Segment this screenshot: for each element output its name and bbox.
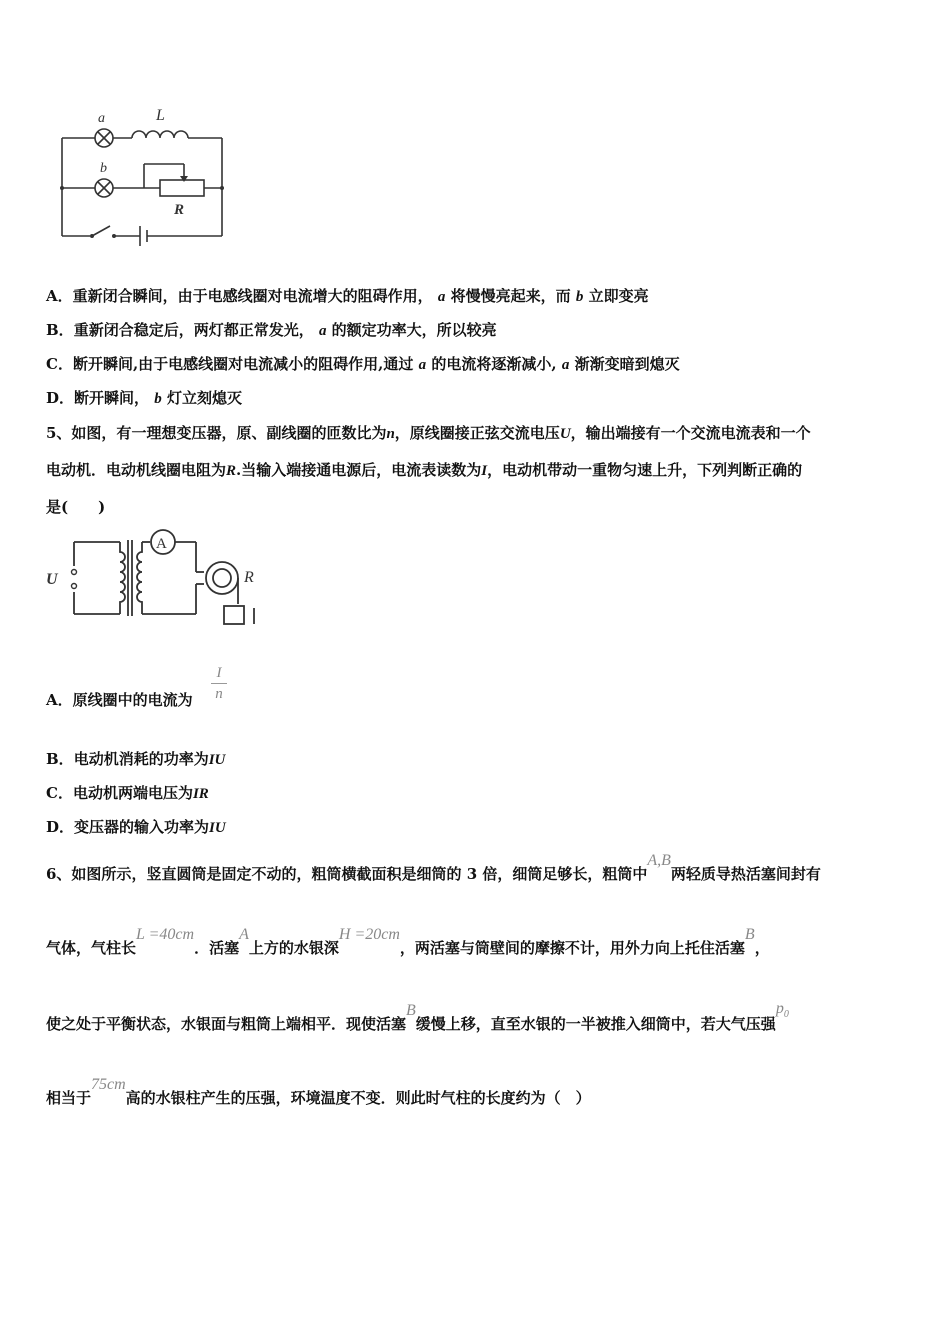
q4-option-d: D．断开瞬间， b 灯立刻熄灭 (46, 389, 243, 407)
q4-option-a: A．重新闭合瞬间，由于电感线圈对电流增大的阻碍作用， a 将慢慢亮起来，而 b 立即变亮 (46, 287, 649, 305)
circuit-diagram-inductor (52, 96, 237, 248)
fraction-I-over-n: I n (211, 664, 227, 703)
ammeter-label: A (156, 536, 167, 552)
q6-stem-line2: 气体，气柱长L =40cm．活塞A上方的水银深H =20cm，两活塞与筒壁间的摩擦不计，用外力向上托住活塞B， (46, 926, 770, 957)
math-B2: B (406, 1002, 416, 1019)
label-U: U (46, 571, 58, 588)
label-R: R (174, 202, 185, 218)
q5-option-a: A．原线圈中的电流为 (46, 691, 193, 709)
q5-stem-line1: 5、如图，有一理想变压器，原、副线圈的匝数比为n，原线圈接正弦交流电压U，输出端接有一个交流电流表和一个 (46, 424, 811, 442)
label-a: a (98, 111, 105, 126)
transformer-motor-diagram (46, 524, 270, 636)
q5-option-d: D．变压器的输入功率为IU (46, 818, 226, 836)
q6-stem-line3: 使之处于平衡状态，水银面与粗筒上端相平．现使活塞B缓慢上移，直至水银的一半被推入细筒中，若大气压强$p_0$ (46, 1000, 789, 1033)
math-A: A (239, 926, 249, 943)
q4-option-c: C．断开瞬间,由于电感线圈对电流减小的阻碍作用,通过 a 的电流将逐渐减小, a 渐渐变暗到熄灭 (46, 355, 680, 373)
q5-stem-line3: 是( ) (46, 498, 106, 516)
q5-option-c: C．电动机两端电压为IR (46, 784, 209, 802)
label-R2: R (244, 569, 254, 586)
q5-option-b: B．电动机消耗的功率为IU (46, 750, 226, 768)
q4-option-b: B．重新闭合稳定后，两灯都正常发光， a 的额定功率大，所以较亮 (46, 321, 497, 339)
math-H: H =20cm (338, 926, 400, 943)
q6-stem-line4: 相当于75cm高的水银柱产生的压强，环境温度不变．则此时气柱的长度约为（ ） (46, 1076, 591, 1107)
math-p0: $p_0$ (775, 1000, 789, 1021)
math-75cm: 75cm (91, 1076, 126, 1093)
math-AB: A,B (647, 852, 671, 869)
q6-stem-line1: 6、如图所示，竖直圆筒是固定不动的，粗筒横截面积是细筒的 3 倍，细筒足够长，粗筒中A,B两轻质导热活塞间封有 (46, 852, 821, 883)
math-L: L =40cm (136, 926, 195, 943)
label-L: L (156, 107, 165, 124)
q5-stem-line2: 电动机．电动机线圈电阻为R.当输入端接通电源后，电流表读数为I，电动机带动一重物匀速上升，下列判断正确的 (46, 461, 803, 479)
math-B: B (744, 926, 755, 943)
label-b: b (100, 161, 107, 176)
